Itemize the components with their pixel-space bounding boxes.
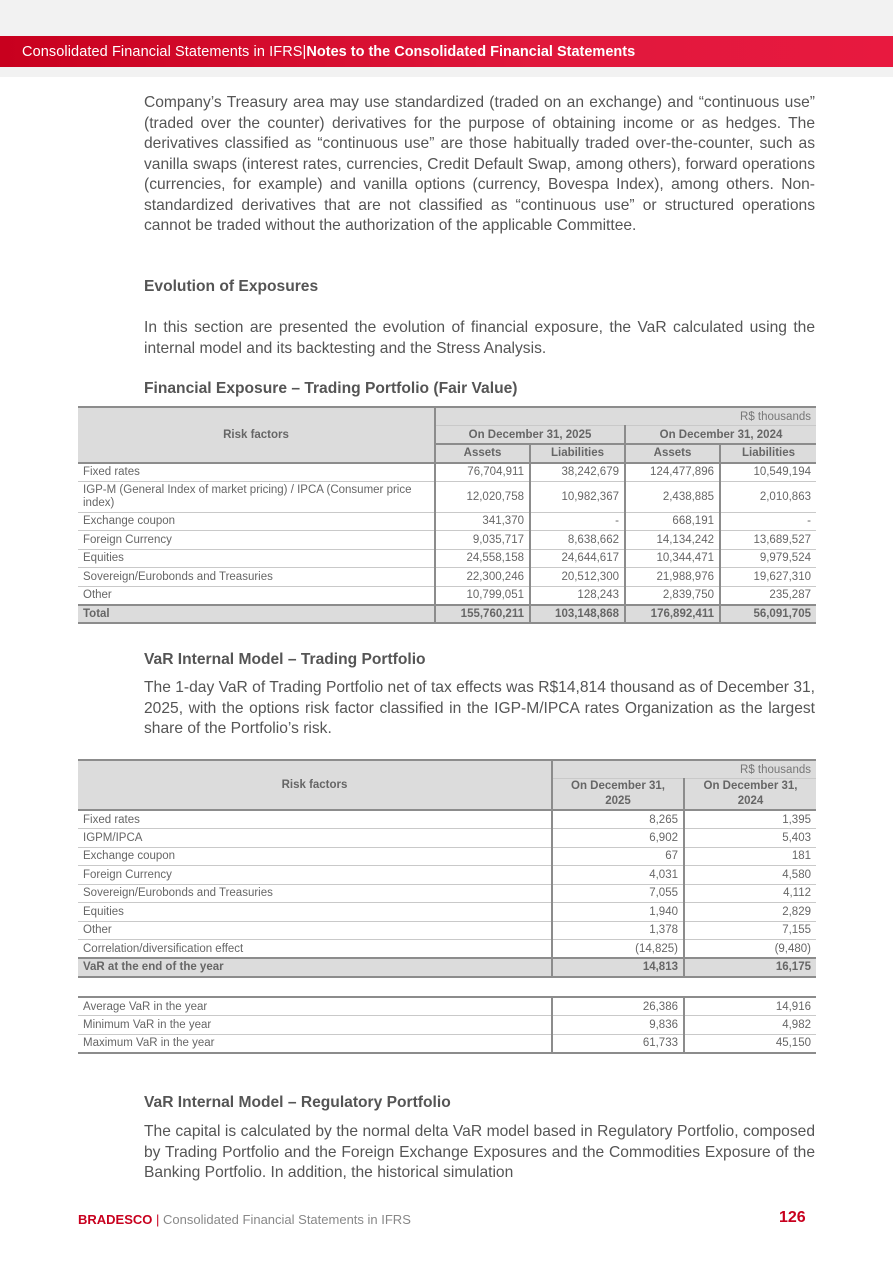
cell: 10,982,367 (530, 481, 625, 512)
col-assets-2024: Assets (625, 444, 720, 463)
table-row (78, 940, 816, 959)
table-row (78, 463, 816, 482)
table-row (78, 884, 816, 903)
cell: 7,155 (684, 921, 816, 940)
cell: 22,300,246 (435, 568, 530, 587)
footer-text: Consolidated Financial Statements in IFRS (163, 1212, 411, 1227)
cell: 176,892,411 (625, 605, 720, 624)
row-label: Correlation/diversification effect (78, 940, 552, 959)
table-row (78, 866, 816, 885)
col-liabilities-2025: Liabilities (530, 444, 625, 463)
cell: 67 (552, 847, 684, 866)
footer-separator: | (152, 1212, 164, 1227)
row-label: Other (78, 921, 552, 940)
table-row (78, 903, 816, 922)
cell: 24,558,158 (435, 549, 530, 568)
row-label: IGPM/IPCA (78, 829, 552, 848)
header-section: Consolidated Financial Statements in IFRS (22, 43, 303, 60)
cell: 13,689,527 (720, 531, 816, 550)
cell: 14,134,242 (625, 531, 720, 550)
cell: 14,916 (684, 997, 816, 1016)
cell: 16,175 (684, 958, 816, 977)
var-regulatory-paragraph: The capital is calculated by the normal delta VaR model based in Regulatory Portfolio, composed by Trading Portfolio and the Foreign Exchange Exposures and the Commodities Exposure of the Banking Portfolio. In addition, the historical simulation (144, 1123, 815, 1181)
cell: 235,287 (720, 586, 816, 605)
row-label: Foreign Currency (78, 531, 435, 550)
cell: (14,825) (552, 940, 684, 959)
row-label: Maximum VaR in the year (78, 1034, 552, 1053)
col-risk-factors: Risk factors (78, 760, 552, 810)
cell: 45,150 (684, 1034, 816, 1053)
col-liabilities-2024: Liabilities (720, 444, 816, 463)
col-assets-2025: Assets (435, 444, 530, 463)
cell: - (720, 512, 816, 531)
cell: 26,386 (552, 997, 684, 1016)
cell: 2,829 (684, 903, 816, 922)
page-header-bar (0, 36, 893, 67)
header-title: Notes to the Consolidated Financial Statements (306, 43, 636, 60)
top-margin (0, 0, 893, 36)
var-regulatory-heading: VaR Internal Model – Regulatory Portfolio (144, 1094, 451, 1111)
unit-label: R$ thousands (552, 760, 816, 779)
cell: 341,370 (435, 512, 530, 531)
cell: (9,480) (684, 940, 816, 959)
exposure-table-heading: Financial Exposure – Trading Portfolio (Fair Value) (144, 380, 518, 397)
row-label: Fixed rates (78, 463, 435, 482)
page-number: 126 (779, 1209, 806, 1226)
cell: 19,627,310 (720, 568, 816, 587)
cell: 61,733 (552, 1034, 684, 1053)
header-separator: | (302, 43, 307, 60)
cell: 21,988,976 (625, 568, 720, 587)
row-label: Exchange coupon (78, 512, 435, 531)
cell: 9,836 (552, 1016, 684, 1035)
cell: 4,580 (684, 866, 816, 885)
table-row (78, 810, 816, 829)
cell: 1,378 (552, 921, 684, 940)
total-row (78, 958, 816, 977)
total-row (78, 605, 816, 624)
cell: 8,265 (552, 810, 684, 829)
table-row (78, 531, 816, 550)
cell: 20,512,300 (530, 568, 625, 587)
cell: 4,031 (552, 866, 684, 885)
cell: 14,813 (552, 958, 684, 977)
cell: 155,760,211 (435, 605, 530, 624)
period-2025: On December 31, 2025 (552, 779, 684, 811)
table-row (78, 512, 816, 531)
row-label: Average VaR in the year (78, 997, 552, 1016)
table-row (78, 997, 816, 1016)
table-row (78, 586, 816, 605)
cell: 38,242,679 (530, 463, 625, 482)
cell: 56,091,705 (720, 605, 816, 624)
cell: 2,839,750 (625, 586, 720, 605)
var-trading-table (78, 759, 816, 978)
cell: 6,902 (552, 829, 684, 848)
footer-brand-logo: BRADESCO (78, 1212, 153, 1227)
unit-label: R$ thousands (435, 407, 816, 426)
period-2025: On December 31, 2025 (435, 426, 625, 445)
cell: 2,438,885 (625, 481, 720, 512)
col-risk-factors: Risk factors (78, 407, 435, 463)
evolution-paragraph: In this section are presented the evolution of financial exposure, the VaR calculated using the internal model and its backtesting and the Stress Analysis. (144, 319, 815, 357)
cell: 24,644,617 (530, 549, 625, 568)
cell: 5,403 (684, 829, 816, 848)
intro-paragraph: Company’s Treasury area may use standardized (traded on an exchange) and “continuous use” (traded over the counter) derivatives for the purpose of obtaining income or as hedges. The derivatives classified as “continuous use” are those habitually traded over-the-counter, such as vanilla swaps (interest rates, currencies, Credit Default Swap, among others), forward operations (currencies, for example) and vanilla options (currency, Bovespa Index), among others. Non-standardized derivatives that are not classified as “continuous use” or structured operations cannot be traded without the authorization of the applicable Committee. (144, 94, 815, 234)
cell: 4,112 (684, 884, 816, 903)
cell: 7,055 (552, 884, 684, 903)
cell: 103,148,868 (530, 605, 625, 624)
period-2024: On December 31, 2024 (684, 779, 816, 811)
cell: 76,704,911 (435, 463, 530, 482)
row-label: IGP-M (General Index of market pricing) / IPCA (Consumer price index) (78, 481, 435, 512)
cell: 668,191 (625, 512, 720, 531)
cell: 181 (684, 847, 816, 866)
table-row (78, 829, 816, 848)
row-label: Total (78, 605, 435, 624)
cell: 10,344,471 (625, 549, 720, 568)
table-row (78, 549, 816, 568)
cell: - (530, 512, 625, 531)
table-row (78, 568, 816, 587)
table-row (78, 921, 816, 940)
cell: 1,395 (684, 810, 816, 829)
table-row (78, 1034, 816, 1053)
row-label: Fixed rates (78, 810, 552, 829)
row-label: Equities (78, 549, 435, 568)
period-2024: On December 31, 2024 (625, 426, 816, 445)
cell: 10,549,194 (720, 463, 816, 482)
row-label: VaR at the end of the year (78, 958, 552, 977)
exposure-table (78, 406, 816, 624)
cell: 4,982 (684, 1016, 816, 1035)
row-label: Equities (78, 903, 552, 922)
table-row (78, 847, 816, 866)
cell: 124,477,896 (625, 463, 720, 482)
cell: 9,035,717 (435, 531, 530, 550)
cell: 9,979,524 (720, 549, 816, 568)
row-label: Minimum VaR in the year (78, 1016, 552, 1035)
cell: 10,799,051 (435, 586, 530, 605)
header-underline (0, 67, 893, 77)
var-trading-paragraph: The 1-day VaR of Trading Portfolio net of tax effects was R$14,814 thousand as of December 31, 2025, with the options risk factor classified in the IGP-M/IPCA rates Organization as the largest share of the Portfolio’s risk. (144, 679, 815, 737)
cell: 2,010,863 (720, 481, 816, 512)
footer (78, 1212, 411, 1227)
row-label: Exchange coupon (78, 847, 552, 866)
table-row (78, 1016, 816, 1035)
table-row (78, 481, 816, 512)
row-label: Other (78, 586, 435, 605)
cell: 1,940 (552, 903, 684, 922)
row-label: Foreign Currency (78, 866, 552, 885)
cell: 8,638,662 (530, 531, 625, 550)
cell: 128,243 (530, 586, 625, 605)
row-label: Sovereign/Eurobonds and Treasuries (78, 884, 552, 903)
var-stats-table (78, 996, 816, 1054)
cell: 12,020,758 (435, 481, 530, 512)
row-label: Sovereign/Eurobonds and Treasuries (78, 568, 435, 587)
evolution-heading: Evolution of Exposures (144, 278, 319, 295)
var-trading-heading: VaR Internal Model – Trading Portfolio (144, 651, 426, 668)
